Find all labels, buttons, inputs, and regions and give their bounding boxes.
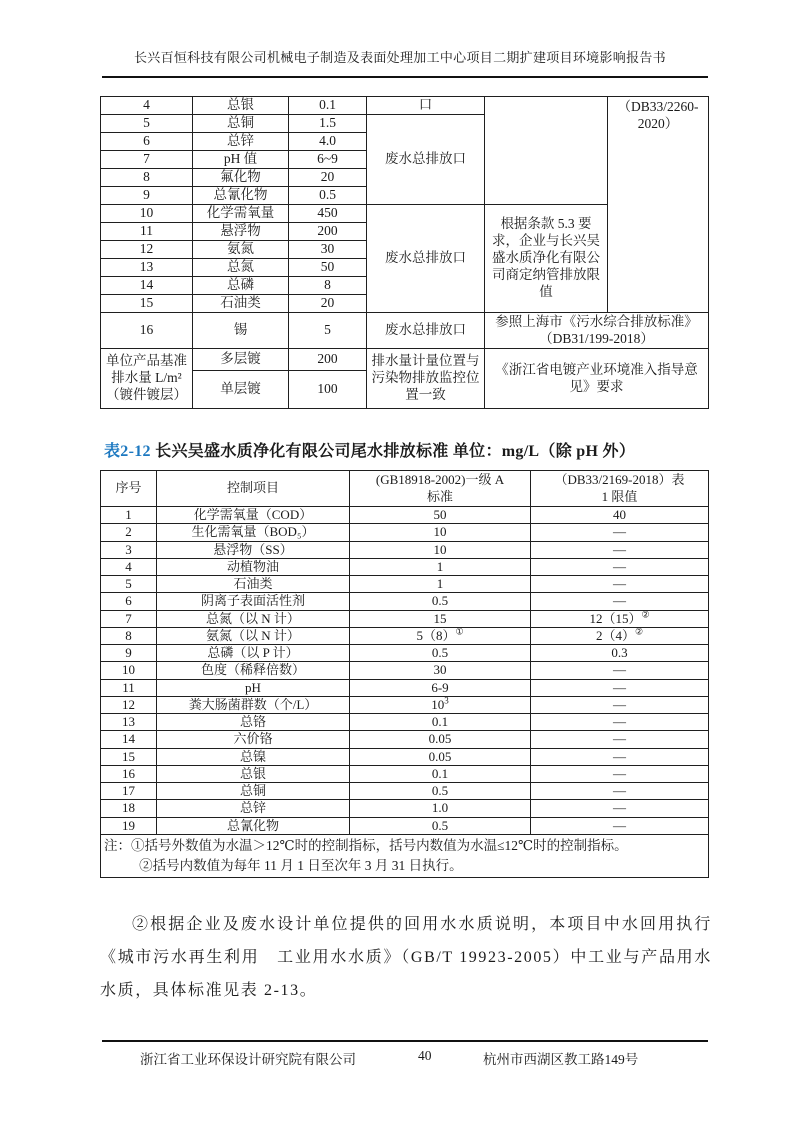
cell-gb-value [350,627,531,644]
cell-item: 氟化物 [193,169,289,187]
cell-desc-empty [485,97,608,205]
cell-db-value: 40 [531,507,709,524]
cell-seq: 4 [101,558,157,575]
cell-outlet-partial: 口 [367,97,485,115]
cell-db-value: — [531,524,709,541]
footnote-mark: ② [641,610,650,620]
cell-seq: 7 [101,151,193,169]
discharge-limits-table [100,96,709,409]
cell-seq: 15 [101,295,193,313]
header-line: （DB33/2169-2018）表 [554,472,685,488]
table-row [101,593,709,610]
cell-item: 总银 [193,97,289,115]
cell-db-value [531,610,709,627]
cell-item: 总锌 [193,133,289,151]
cell-seq: 16 [101,765,157,782]
cell-db-value: — [531,558,709,575]
cell-item: pH [157,679,350,696]
table-row [101,627,709,644]
cell-item: 总镍 [157,748,350,765]
cell-db-value: — [531,748,709,765]
cell-db-value: — [531,541,709,558]
cell-value: 450 [289,205,367,223]
table-row [101,765,709,782]
cell-seq: 3 [101,541,157,558]
cell-db-value: — [531,783,709,800]
cell-db-value: — [531,714,709,731]
cell-seq: 11 [101,223,193,241]
cell-notes [101,834,709,877]
cell-item: 总氮 [193,259,289,277]
cell-db-value: — [531,576,709,593]
header-seq: 序号 [101,471,157,507]
cell-seq: 10 [101,205,193,223]
table-title-text: 长兴吴盛水质净化有限公司尾水排放标准 [155,443,449,460]
cell-gb-value: 0.1 [350,765,531,782]
cell-metering-desc: 排水量计量位置与污染物排放监控位置一致 [367,349,485,409]
footer-page-number: 40 [418,1048,432,1063]
table-row [101,662,709,679]
value-text: 2（4） [595,627,635,643]
cell-gb-value: 1.0 [350,800,531,817]
cell-item: 总铬 [157,714,350,731]
value-text: 5（8） [416,627,456,643]
cell-db-value [531,627,709,644]
cell-seq: 8 [101,169,193,187]
table-row [101,731,709,748]
header-gb-standard [350,471,531,507]
cell-gb-value: 0.05 [350,731,531,748]
cell-seq: 5 [101,115,193,133]
cell-item: 化学需氧量 [193,205,289,223]
cell-item: 总银 [157,765,350,782]
cell-db-value: — [531,800,709,817]
cell-seq: 7 [101,610,157,627]
header-line: (GB18918-2002)一级 A [375,472,505,488]
header-control-item: 控制项目 [157,471,350,507]
cell-item: 六价铬 [157,731,350,748]
cell-item: 动植物油 [157,558,350,575]
cell-gb-value: 10 [350,524,531,541]
table-row [101,576,709,593]
header-line: 标准 [426,488,453,504]
cell-value: 200 [289,223,367,241]
table-note-row [101,834,709,877]
table-row [101,541,709,558]
table-row [101,748,709,765]
value-text: 12（15） [589,610,642,626]
cell-gb-value: 0.5 [350,783,531,800]
cell-gb-value: 1 [350,576,531,593]
cell-value: 30 [289,241,367,259]
cell-item: 总氰化物 [157,817,350,834]
cell-seq: 6 [101,133,193,151]
cell-db-value: 0.3 [531,645,709,662]
table-row [101,349,709,371]
table-row [101,507,709,524]
footnote-mark: ① [455,627,464,637]
cell-outlet: 废水总排放口 [367,115,485,205]
cell-seq: 1 [101,507,157,524]
cell-item: 石油类 [157,576,350,593]
footer-address: 杭州市西湖区教工路149号 [483,1052,639,1067]
cell-db-value: — [531,817,709,834]
cell-value: 5 [289,313,367,349]
table-2-12-title [104,438,744,461]
cell-standard-db33: （DB33/2260-2020） [608,97,709,313]
report-header-title: 长兴百恒科技有限公司机械电子制造及表面处理加工中心项目二期扩建项目环境影响报告书 [133,50,666,65]
table-row [101,610,709,627]
table-row [101,679,709,696]
body-paragraph: ②根据企业及废水设计单位提供的回用水水质说明，本项目中水回用执行《城市污水再生利用 工业用水水质》（GB/T 19923-2005）中工业与产品用水水质，具体标准见表 2-13。 [100,916,712,999]
cell-db-value: — [531,662,709,679]
header-rule [102,76,708,78]
cell-gb-value: 30 [350,662,531,679]
table-unit-label: 单位：mg/L（除 pH 外） [452,443,636,460]
cell-item: 总氮（以 N 计） [157,610,350,627]
cell-item: 总铜 [193,115,289,133]
cell-shanghai-ref: 参照上海市《污水综合排放标准》（DB31/199-2018） [485,313,709,349]
cell-seq: 11 [101,679,157,696]
cell-seq: 14 [101,277,193,295]
note-line-2: ②括号内数值为每年 11 月 1 日至次年 3 月 31 日执行。 [139,857,463,873]
cell-item: 色度（稀释倍数） [157,662,350,679]
cell-value: 4.0 [289,133,367,151]
cell-gb-value: 50 [350,507,531,524]
table-row [101,313,709,349]
cell-seq: 13 [101,714,157,731]
cell-value: 0.5 [289,187,367,205]
cell-seq: 19 [101,817,157,834]
footer-organization: 浙江省工业环保设计研究院有限公司 [140,1052,356,1067]
cell-gb-value: 0.5 [350,817,531,834]
cell-item: 锡 [193,313,289,349]
cell-value: 20 [289,169,367,187]
footer-rule [102,1040,708,1042]
cell-value: 1.5 [289,115,367,133]
table-header-row [101,471,709,507]
cell-seq: 9 [101,645,157,662]
cell-item: 悬浮物（SS） [157,541,350,558]
cell-item: 生化需氧量（BOD₅） [157,524,350,541]
tailwater-standards-table [100,470,709,878]
cell-value: 200 [289,349,367,371]
cell-seq: 6 [101,593,157,610]
cell-item: 总氰化物 [193,187,289,205]
table-row [101,97,709,115]
cell-value: 50 [289,259,367,277]
cell-seq: 2 [101,524,157,541]
cell-seq: 4 [101,97,193,115]
cell-gb-value: 0.5 [350,645,531,662]
cell-seq: 17 [101,783,157,800]
table-row [101,645,709,662]
cell-seq: 18 [101,800,157,817]
table-row [101,817,709,834]
cell-unit-drainage-label: 单位产品基准排水量 L/m²（镀件镀层） [101,349,193,409]
cell-gb-value: 1 [350,558,531,575]
cell-item: pH 值 [193,151,289,169]
cell-item: 氨氮 [193,241,289,259]
cell-item: 总磷（以 P 计） [157,645,350,662]
cell-gb-value [350,696,531,713]
footnote-mark: ② [634,627,644,637]
table-number-label: 表2-12 [104,443,151,460]
cell-db-value: — [531,731,709,748]
cell-seq: 12 [101,696,157,713]
cell-seq: 8 [101,627,157,644]
cell-outlet: 废水总排放口 [367,313,485,349]
cell-value: 0.1 [289,97,367,115]
cell-item: 悬浮物 [193,223,289,241]
cell-seq: 13 [101,259,193,277]
table-row [101,800,709,817]
value-text: 10 [431,696,445,712]
cell-seq: 9 [101,187,193,205]
cell-zhejiang-ref: 《浙江省电镀产业环境准入指导意见》要求 [485,349,709,409]
cell-db-value: — [531,593,709,610]
cell-db-value: — [531,765,709,782]
header-line: 1 限值 [601,488,638,504]
cell-gb-value: 15 [350,610,531,627]
header-db-limit [531,471,709,507]
cell-item: 多层镀 [193,349,289,371]
cell-item: 总铜 [157,783,350,800]
cell-db-value: — [531,679,709,696]
table-row [101,696,709,713]
cell-seq: 10 [101,662,157,679]
page-footer [100,1048,708,1070]
table-row [101,558,709,575]
cell-gb-value: 6-9 [350,679,531,696]
cell-desc-agreement: 根据条款 5.3 要求，企业与长兴吴盛水质净化有限公司商定纳管排放限值 [485,205,608,313]
cell-value: 6~9 [289,151,367,169]
table-row [101,524,709,541]
cell-seq: 14 [101,731,157,748]
cell-value: 8 [289,277,367,295]
cell-seq: 5 [101,576,157,593]
cell-gb-value: 0.1 [350,714,531,731]
cell-gb-value: 10 [350,541,531,558]
cell-item: 化学需氧量（COD） [157,507,350,524]
cell-gb-value: 0.5 [350,593,531,610]
cell-gb-value: 0.05 [350,748,531,765]
cell-value: 20 [289,295,367,313]
cell-outlet: 废水总排放口 [367,205,485,313]
table-row [101,714,709,731]
cell-seq: 15 [101,748,157,765]
cell-item: 石油类 [193,295,289,313]
cell-db-value: — [531,696,709,713]
table-row [101,783,709,800]
cell-item: 阴离子表面活性剂 [157,593,350,610]
cell-item: 单层镀 [193,371,289,409]
cell-item: 总锌 [157,800,350,817]
exponent: 3 [444,696,449,706]
cell-item: 氨氮（以 N 计） [157,627,350,644]
cell-value: 100 [289,371,367,409]
cell-item: 粪大肠菌群数（个/L） [157,696,350,713]
cell-seq: 12 [101,241,193,259]
note-line-1: 注：①括号外数值为水温＞12℃时的控制指标，括号内数值为水温≤12℃时的控制指标。 [104,837,628,853]
cell-seq: 16 [101,313,193,349]
cell-item: 总磷 [193,277,289,295]
